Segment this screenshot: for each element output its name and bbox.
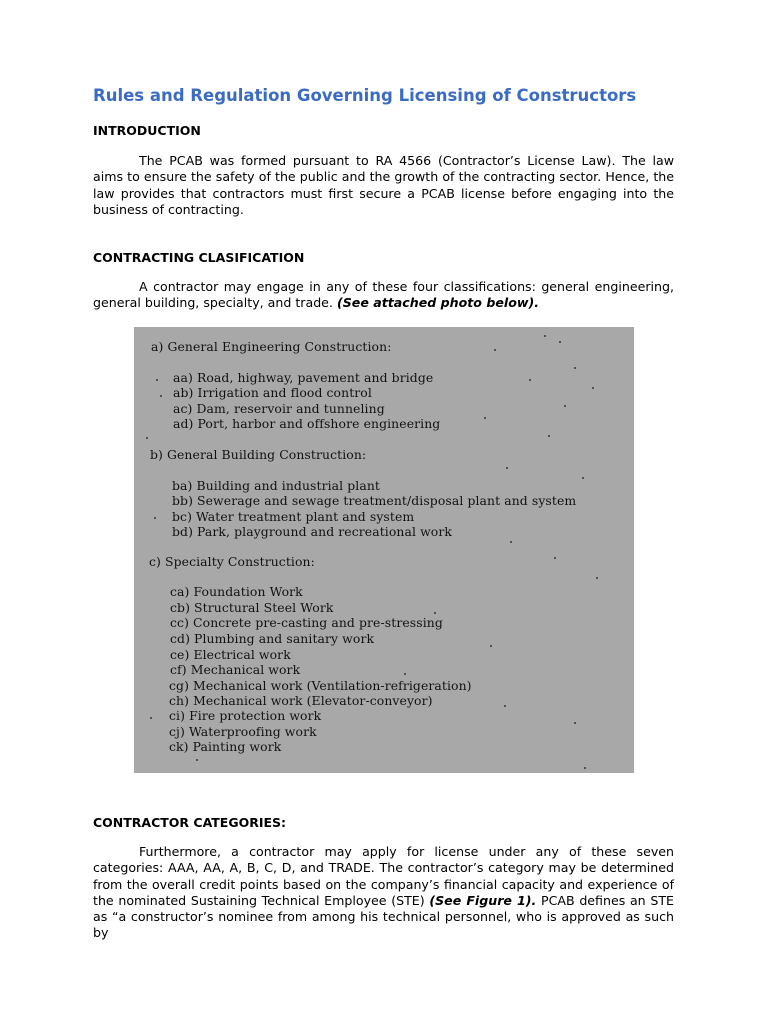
scan-speck xyxy=(156,379,158,381)
photo-line: cf) Mechanical work xyxy=(170,662,301,677)
photo-line: ci) Fire protection work xyxy=(169,708,322,723)
classification-paragraph xyxy=(93,279,674,312)
scan-speck xyxy=(574,722,576,724)
introduction-heading: INTRODUCTION xyxy=(93,123,201,138)
categories-text-continued: PCAB defines an STE as “a constructor’s nominee from among his technical personnel, who is approved as such by xyxy=(93,892,674,941)
scan-speck xyxy=(596,577,598,579)
scan-speck xyxy=(564,405,566,407)
classification-heading: CONTRACTING CLASIFICATION xyxy=(93,250,305,265)
introduction-text: The PCAB was formed pursuant to RA 4566 (Contractor’s License Law). The law aims to ensure the safety of the public and the growth of the contracting sector. Hence, the law provides that contractors must first secure a PCAB license before engaging into the business of contracting. xyxy=(93,153,674,217)
scan-speck xyxy=(510,541,512,543)
scan-speck xyxy=(154,517,156,519)
photo-line: ac) Dam, reservoir and tunneling xyxy=(173,401,385,416)
scan-speck xyxy=(559,341,561,343)
figure-1-reference: (See Figure 1). xyxy=(429,892,537,908)
photo-line: cd) Plumbing and sanitary work xyxy=(170,631,375,646)
categories-paragraph xyxy=(93,844,674,942)
scan-speck xyxy=(434,612,436,614)
scan-speck xyxy=(494,349,496,351)
scan-speck xyxy=(544,335,546,337)
photo-line: ch) Mechanical work (Elevator-conveyor) xyxy=(169,693,433,708)
photo-line: bc) Water treatment plant and system xyxy=(172,509,415,524)
scan-speck xyxy=(574,367,576,369)
scan-speck xyxy=(504,705,506,707)
categories-text: Furthermore, a contractor may apply for license under any of these seven categories: AAA, AA, A, B, C, D, and TRADE. The contractor’s category may be determined from the overall credit points based on the company’s financial capacity and experience of the nominated Sustaining Technical Employee (STE) xyxy=(93,844,674,908)
scan-speck xyxy=(490,645,492,647)
photo-line: ce) Electrical work xyxy=(170,647,291,662)
photo-line: cb) Structural Steel Work xyxy=(170,600,334,615)
scan-speck xyxy=(592,387,594,389)
scan-speck xyxy=(160,395,162,397)
photo-line: bd) Park, playground and recreational work xyxy=(172,524,452,539)
photo-line: cj) Waterproofing work xyxy=(169,724,317,739)
photo-line: cg) Mechanical work (Ventilation-refrigeration) xyxy=(169,678,472,693)
scan-speck xyxy=(582,477,584,479)
photo-line: ck) Painting work xyxy=(169,739,282,754)
scan-speck xyxy=(584,767,586,769)
photo-line: a) General Engineering Construction: xyxy=(151,339,392,354)
photo-line: aa) Road, highway, pavement and bridge xyxy=(173,370,434,385)
classification-photo xyxy=(134,327,634,773)
scan-speck xyxy=(484,417,486,419)
scan-speck xyxy=(150,717,152,719)
scan-speck xyxy=(404,673,406,675)
photo-line: c) Specialty Construction: xyxy=(149,554,315,569)
photo-line: ad) Port, harbor and offshore engineering xyxy=(173,416,441,431)
introduction-paragraph xyxy=(93,153,674,218)
document-title: Rules and Regulation Governing Licensing of Constructors xyxy=(93,86,637,105)
photo-line: ba) Building and industrial plant xyxy=(172,478,380,493)
photo-line: ca) Foundation Work xyxy=(170,584,303,599)
scan-speck xyxy=(146,437,148,439)
photo-line: b) General Building Construction: xyxy=(150,447,367,462)
classification-photo-reference: (See attached photo below). xyxy=(336,295,540,311)
classification-text: A contractor may engage in any of these four classifications: general engineering, general building, specialty, and trade. xyxy=(93,279,674,311)
scan-speck xyxy=(529,379,531,381)
scan-speck xyxy=(506,467,508,469)
categories-heading: CONTRACTOR CATEGORIES: xyxy=(93,815,287,830)
scan-speck xyxy=(196,759,198,761)
scan-speck xyxy=(554,557,556,559)
photo-line: cc) Concrete pre-casting and pre-stressing xyxy=(170,615,443,630)
photo-line: ab) Irrigation and flood control xyxy=(173,385,372,400)
photo-line: bb) Sewerage and sewage treatment/disposal plant and system xyxy=(172,493,577,508)
scan-speck xyxy=(548,435,550,437)
